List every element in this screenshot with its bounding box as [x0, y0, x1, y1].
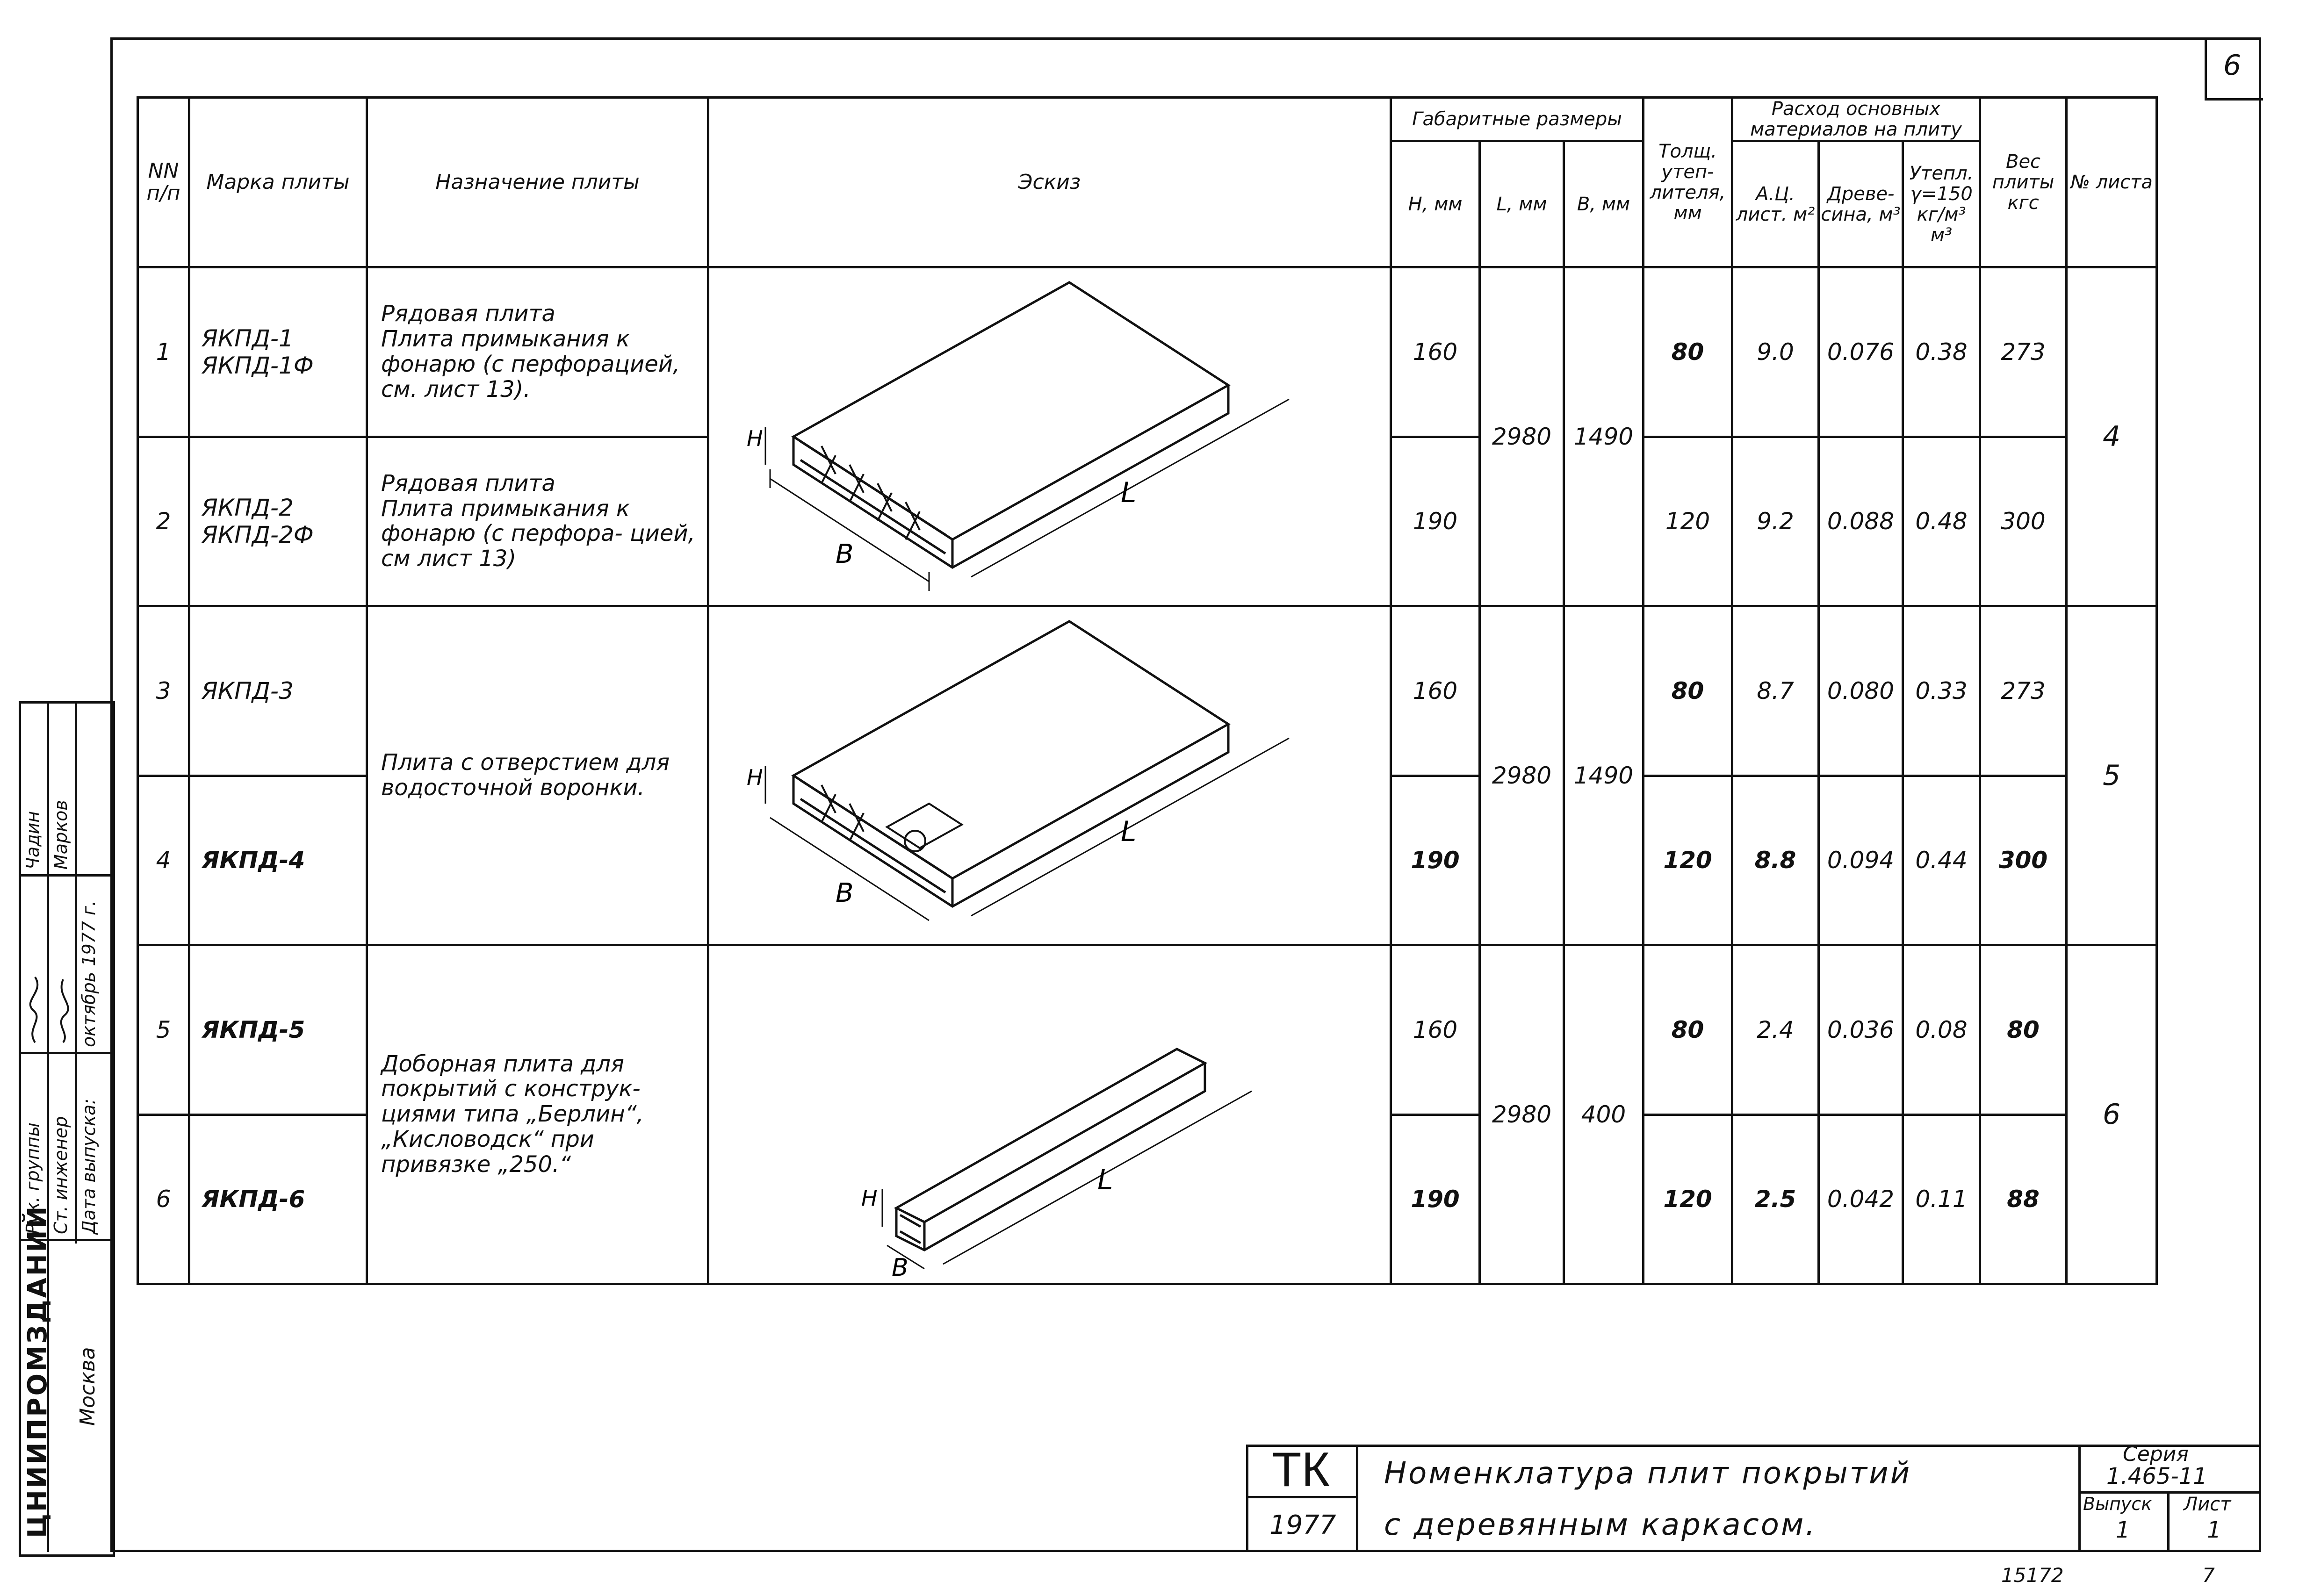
- row-num: 3: [138, 606, 189, 776]
- issue-label: Выпуск: [2083, 1494, 2152, 1514]
- sketch-label-h: H: [747, 765, 763, 790]
- row-wood: 0.042: [1819, 1114, 1903, 1284]
- sketch-label-b: B: [836, 539, 854, 569]
- row-h: 190: [1391, 776, 1480, 945]
- row-heat: 0.33: [1903, 606, 1980, 776]
- row-weight: 300: [1980, 437, 2067, 606]
- sketch-label-h: H: [747, 426, 763, 451]
- row-h: 190: [1391, 1114, 1480, 1284]
- hdr-insul: Толщ. утеп- лителя, мм: [1644, 98, 1732, 267]
- hdr-purpose: Назначение плиты: [367, 98, 708, 267]
- table-row: [138, 606, 2157, 776]
- row-wood: 0.088: [1819, 437, 1903, 606]
- group-b: 1490: [1564, 267, 1644, 606]
- mark-a: ЯКПД-1: [202, 324, 294, 352]
- group-purpose: Доборная плита для покрытий с конструк- циями типа „Берлин“, „Кисловодск“ при привязке „250.“: [367, 945, 708, 1284]
- sheet-label: Лист: [2184, 1494, 2231, 1515]
- row-num: 4: [138, 776, 189, 945]
- purpose-b: Плита примыкания к фонарю (с перфорацией, см. лист 13).: [381, 326, 680, 403]
- row-wood: 0.094: [1819, 776, 1903, 945]
- row-h: 160: [1391, 606, 1480, 776]
- purpose-a: Рядовая плита: [381, 301, 555, 327]
- frame-top: [110, 37, 2261, 40]
- row-ac: 8.7: [1732, 606, 1819, 776]
- left-stamp-hline: [19, 1052, 110, 1054]
- mark-b: ЯКПД-2Ф: [202, 521, 314, 549]
- title-block-vline-3: [2167, 1491, 2170, 1550]
- row-mark: ЯКПД-4: [189, 776, 367, 945]
- hdr-sheet: № листа: [2067, 98, 2157, 267]
- title-line-2: с деревянным каркасом.: [1384, 1508, 1817, 1542]
- row-mark: [189, 267, 367, 437]
- row-heat: 0.48: [1903, 437, 1980, 606]
- frame-right: [2259, 37, 2261, 1552]
- sketch-cell-2: [708, 606, 1391, 945]
- stamp-name-3: Чадин: [22, 811, 43, 870]
- sketch-cell-3: [708, 945, 1391, 1284]
- row-wood: 0.080: [1819, 606, 1903, 776]
- row-ac: 2.4: [1732, 945, 1819, 1115]
- hdr-sketch: Эскиз: [708, 98, 1391, 267]
- mark-b: ЯКПД-1Ф: [202, 352, 314, 379]
- row-weight: 273: [1980, 267, 2067, 437]
- row-mark: [189, 437, 367, 606]
- stamp-name-5: октябрь 1977 г.: [79, 900, 99, 1047]
- row-wood: 0.036: [1819, 945, 1903, 1115]
- row-num: 5: [138, 945, 189, 1115]
- group-purpose: Плита с отверстием для водосточной воронки.: [367, 606, 708, 945]
- sketch-label-l: L: [1121, 476, 1137, 509]
- group-sheet: 5: [2067, 606, 2157, 945]
- series-value: 1.465-11: [2106, 1463, 2207, 1489]
- sketch-cell-1: [708, 267, 1391, 606]
- issue-value: 1: [2116, 1517, 2130, 1543]
- hdr-l: L, мм: [1480, 141, 1564, 267]
- hdr-weight: Вес плиты кгс: [1980, 98, 2067, 267]
- group-sheet: 4: [2067, 267, 2157, 606]
- row-insul: 80: [1644, 945, 1732, 1115]
- row-weight: 273: [1980, 606, 2067, 776]
- stamp-name-4: Марков: [50, 800, 71, 870]
- row-mark: ЯКПД-5: [189, 945, 367, 1115]
- row-heat: 0.44: [1903, 776, 1980, 945]
- nomenclature-table: [137, 96, 2158, 1285]
- stamp-city: Москва: [76, 1347, 100, 1426]
- slab-sketch-2: [709, 607, 1392, 944]
- row-insul: 80: [1644, 606, 1732, 776]
- row-mark: ЯКПД-3: [189, 606, 367, 776]
- hdr-mark: Марка плиты: [189, 98, 367, 267]
- row-h: 190: [1391, 437, 1480, 606]
- hdr-materials: Расход основных материалов на плиту: [1732, 98, 1980, 141]
- stamp-role-3: Рук. группы: [22, 1122, 43, 1234]
- row-insul: 80: [1644, 267, 1732, 437]
- hdr-overall: Габаритные размеры: [1391, 98, 1644, 141]
- sketch-label-b: B: [892, 1254, 908, 1282]
- group-b: 400: [1564, 945, 1644, 1284]
- row-num: 6: [138, 1114, 189, 1284]
- title-code: ТК: [1272, 1443, 1330, 1497]
- row-heat: 0.38: [1903, 267, 1980, 437]
- stamp-signature: [21, 972, 49, 1047]
- stamp-role-5: Дата выпуска:: [79, 1098, 99, 1234]
- sketch-label-b: B: [836, 878, 854, 908]
- row-h: 160: [1391, 945, 1480, 1115]
- row-h: 160: [1391, 267, 1480, 437]
- table-row: [138, 945, 2157, 1115]
- hdr-h: Н, мм: [1391, 141, 1480, 267]
- group-b: 1490: [1564, 606, 1644, 945]
- hdr-b: В, мм: [1564, 141, 1644, 267]
- stamp-signature-2: [49, 972, 77, 1047]
- row-ac: 8.8: [1732, 776, 1819, 945]
- slab-sketch-3: [709, 946, 1392, 1283]
- group-sheet: 6: [2067, 945, 2157, 1284]
- corner-mark: 6: [2223, 49, 2242, 82]
- row-insul: 120: [1644, 437, 1732, 606]
- group-l: 2980: [1480, 267, 1564, 606]
- sketch-label-l: L: [1121, 815, 1137, 848]
- hdr-heat: Утепл. γ=150 кг/м³ м³: [1903, 141, 1980, 267]
- left-stamp-hline: [19, 874, 110, 877]
- row-heat: 0.08: [1903, 945, 1980, 1115]
- row-insul: 120: [1644, 1114, 1732, 1284]
- title-block-vline-2: [2078, 1445, 2081, 1550]
- row-mark: ЯКПД-6: [189, 1114, 367, 1284]
- purpose-b: Плита примыкания к фонарю (с перфора- цией, см лист 13): [381, 495, 695, 572]
- sketch-label-h: H: [861, 1186, 878, 1211]
- row-purpose: [367, 437, 708, 606]
- row-num: 2: [138, 437, 189, 606]
- slab-sketch-1: [709, 268, 1392, 605]
- row-ac: 9.0: [1732, 267, 1819, 437]
- row-num: 1: [138, 267, 189, 437]
- row-wood: 0.076: [1819, 267, 1903, 437]
- title-year: 1977: [1269, 1510, 1336, 1540]
- purpose-a: Рядовая плита: [381, 470, 555, 496]
- footer-number: 15172: [2001, 1564, 2064, 1587]
- footer-page: 7: [2202, 1564, 2215, 1587]
- hdr-wood: Древе- сина, м³: [1819, 141, 1903, 267]
- hdr-ac: А.Ц. лист. м²: [1732, 141, 1819, 267]
- table-row: [138, 267, 2157, 437]
- stamp-role-4: Ст. инженер: [50, 1116, 71, 1234]
- row-heat: 0.11: [1903, 1114, 1980, 1284]
- stamp-org: ЦНИИПРОМЗДАНИЙ: [22, 1204, 53, 1538]
- row-ac: 2.5: [1732, 1114, 1819, 1284]
- mark-a: ЯКПД-2: [202, 494, 294, 522]
- title-line-1: Номенклатура плит покрытий: [1384, 1456, 1912, 1491]
- sketch-label-l: L: [1097, 1164, 1113, 1196]
- row-weight: 88: [1980, 1114, 2067, 1284]
- sheet-value: 1: [2207, 1517, 2221, 1543]
- row-weight: 80: [1980, 945, 2067, 1115]
- row-insul: 120: [1644, 776, 1732, 945]
- row-ac: 9.2: [1732, 437, 1819, 606]
- series-label: Серия: [2123, 1442, 2189, 1466]
- group-l: 2980: [1480, 945, 1564, 1284]
- group-l: 2980: [1480, 606, 1564, 945]
- row-purpose: [367, 267, 708, 437]
- row-weight: 300: [1980, 776, 2067, 945]
- hdr-num: NN п/п: [138, 98, 189, 267]
